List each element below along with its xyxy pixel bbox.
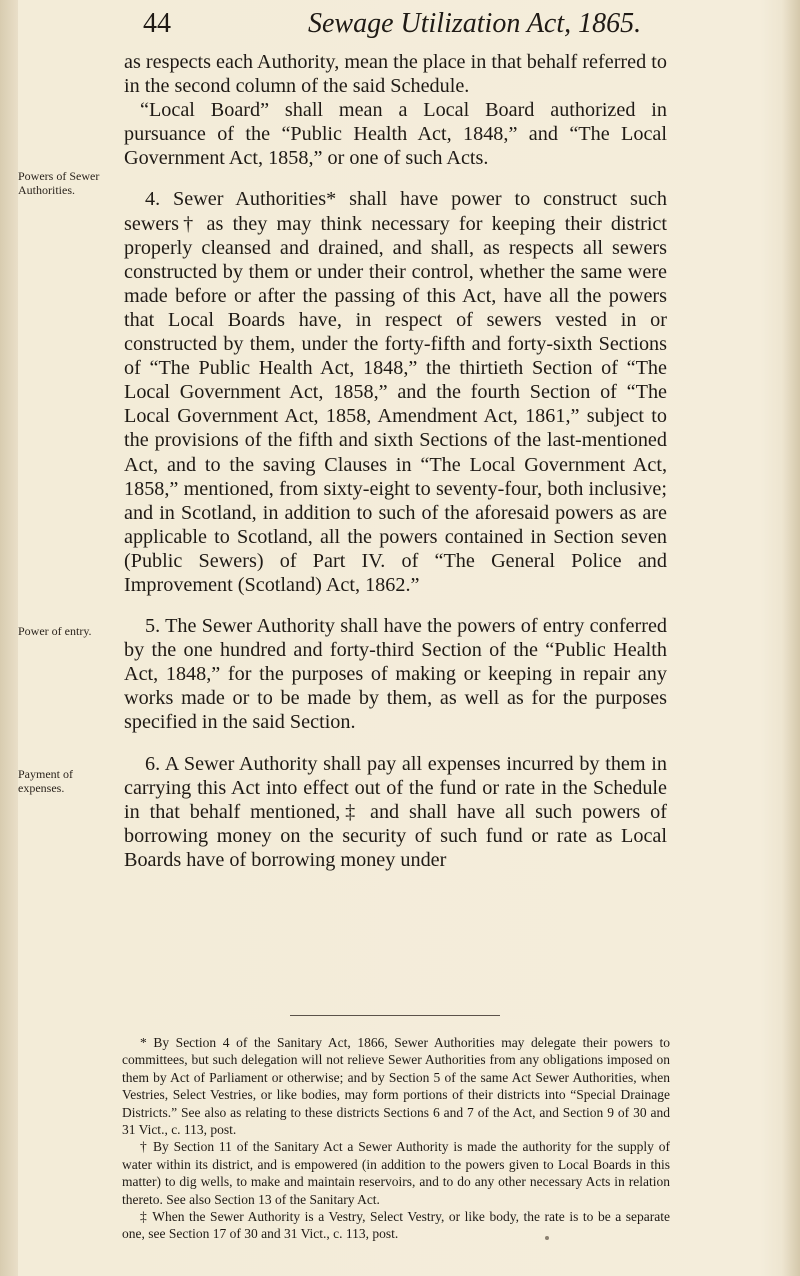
paragraph-3: 4. Sewer Authorities* shall have power to construct such sewers† as they may think necessary for keeping their district properly cleansed and drained, and shall, as respects all sewers constructed by them or under their control, whether the same were made before or after the passing of this Act, have all the powers that Local Boards have, in respect of sewers vested in or constructed by them, under the forty-fifth and forty-sixth Sections of “The Public Health Act, 1848,” the thirtieth Section of “The Local Government Act, 1858,” and the fourth Section of “The Local Government Act, 1858, Amendment Act, 1861,” subject to the provisions of the fifth and sixth Sections of the last-mentioned Act, and to the saving Clauses in “The Local Government Act, 1858,” mentioned, from sixty-eight to seventy-four, both inclusive; and in Scotland, in addition to such of the aforesaid powers as are applicable to Scotland, all the powers contained in Section seven (Public Sewers) of Part IV. of “The General Police and Improvement (Scotland) Act, 1862.”	[124, 188, 667, 596]
margin-note-powers: Powers of Sewer Authorities.	[18, 169, 100, 197]
paragraph-1: as respects each Authority, mean the place in that behalf referred to in the second column of the said Schedule.	[124, 51, 667, 98]
page-number: 44	[143, 8, 171, 39]
page-header	[143, 6, 663, 42]
paragraph-4: 5. The Sewer Authority shall have the powers of entry conferred by the one hundred and forty-third Section of the “Public Health Act, 1848,” for the purposes of making or keeping in repair any works made or to be made by them, as well as for the purposes specified in the said Section.	[124, 615, 667, 734]
running-title: Sewage Utilization Act, 1865.	[308, 8, 642, 39]
main-text	[124, 50, 667, 872]
page-right-edge	[782, 0, 800, 1276]
margin-note-entry: Power of entry.	[18, 624, 92, 638]
paragraph-5: 6. A Sewer Authority shall pay all expenses incurred by them in carrying this Act into effect out of the fund or rate in the Schedule in that behalf mentioned,‡ and shall have all such powers of borrowing money on the security of such fund or rate as Local Boards have of borrowing money under	[124, 752, 667, 871]
footnote-1: * By Section 4 of the Sanitary Act, 1866, Sewer Authorities may delegate their powers to committees, but such delegation will not relieve Sewer Authorities from any obligations imposed on them by Act of Parliament or otherwise; and by Section 5 of the same Act Sewer Authorities, when Vestries, Select Vestries, or like bodies, may form portions of their districts into “Special Drainage Districts.” See also as relating to these districts Sections 6 and 7 of the Act, and Section 9 of 30 and 31 Vict., c. 113, post.	[122, 1035, 670, 1138]
footnote-3: ‡ When the Sewer Authority is a Vestry, Select Vestry, or like body, the rate is to be a separate one, see Section 17 of 30 and 31 Vict., c. 113, post.	[122, 1209, 670, 1242]
page-speck	[545, 1236, 549, 1240]
margin-note-payment: Payment of expenses.	[18, 767, 73, 795]
paragraph-2: “Local Board” shall mean a Local Board authorized in pursuance of the “Public Health Act, 1848,” and “The Local Government Act, 1858,” or one of such Acts.	[124, 99, 667, 170]
footnote-2: † By Section 11 of the Sanitary Act a Sewer Authority is made the authority for the supply of water within its district, and is empowered (in addition to the powers given to Local Boards in this matter) to dig wells, to make and maintain reservoirs, and to do any other necessary Acts in relation thereto. See also Section 13 of the Sanitary Act.	[122, 1139, 670, 1207]
page-left-edge	[0, 0, 18, 1276]
footnote-rule	[290, 1015, 500, 1016]
footnotes	[122, 1034, 670, 1243]
